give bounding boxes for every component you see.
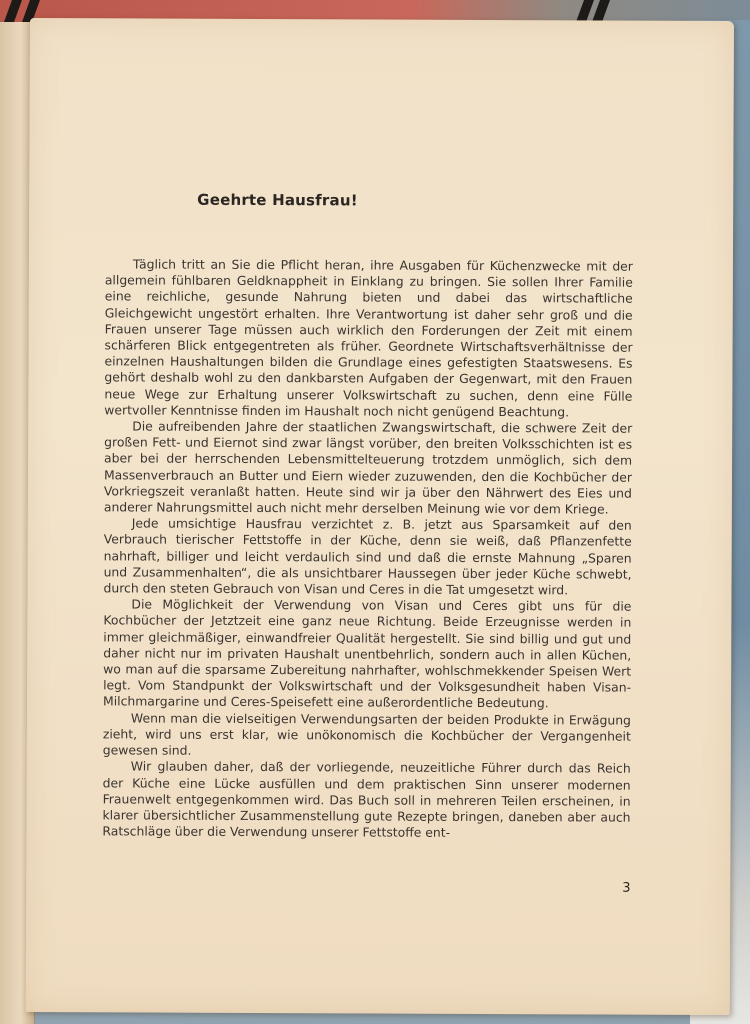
document-page bbox=[26, 18, 734, 1015]
paragraph: Jede umsichtige Hausfrau verzichtet z. B. jetzt aus Sparsamkeit auf den Verbrauch tierischer Fettstoffe in der Küche, denn sie weiß, daß Pflanzenfette nahrhaft, billiger und leicht verdaulich sind und daß die ernste Mahnung „Sparen und Zusammenhalten“, die als unsichtbarer Haussegen über jeder Küche schwebt, durch den steten Gebrauch von Visan und Ceres in die Tat umgesetzt wird. bbox=[103, 515, 632, 598]
paragraph: Die aufreibenden Jahre der staatlichen Zwangswirtschaft, die schwere Zeit der großen Fett- und Eiernot sind zwar längst vorüber, den breiten Volksschichten ist es aber bei der herrschenden Lebensmittelteuerung trotzdem unmöglich, sich dem Massenverbrauch an Butter und Eiern wieder zuzuwenden, den die Kochbücher der Vorkriegszeit veranlaßt hatten. Heute sind wir ja über den Nährwert des Eies und anderer Nahrungsmittel auch nicht mehr derselben Meinung wie vor dem Kriege. bbox=[103, 418, 633, 517]
page-title: Geehrte Hausfrau! bbox=[197, 190, 358, 210]
body-text bbox=[102, 256, 633, 842]
paragraph: Täglich tritt an Sie die Pflicht heran, ihre Ausgaben für Küchenzwecke mit der allgemein fühlbaren Geldknappheit in Einklang zu bringen. Sie sollen Ihrer Familie eine reichliche, gesunde Nahrung bieten und dabei das wirtschaftliche Gleichgewicht ungestört erhalten. Ihre Verantwortung ist daher sehr groß und die Frauen unserer Tage müssen auch wirklich den Forderungen der Zeit mit einem schärferen Blick entgegentreten als früher. Geordnete Wirtschaftsverhältnisse der einzelnen Haushaltungen bilden die Grundlage eines gefestigten Staatswesens. Es gehört deshalb wohl zu den dankbarsten Aufgaben der Gegenwart, mit den Frauen neue Wege zur Erhaltung unserer Volkswirtschaft zu suchen, denn eine Fülle wertvoller Kenntnisse finden im Haushalt noch nicht genügend Beachtung. bbox=[104, 256, 633, 420]
paragraph: Wir glauben daher, daß der vorliegende, neuzeitliche Führer durch das Reich der Küche eine Lücke ausfüllen und dem praktischen Sinn unserer modernen Frauenwelt entgegenkommen wird. Das Buch soll in mehreren Teilen erscheinen, in klarer übersichtlicher Zusammenstellung gute Rezepte bringen, daneben aber auch Ratschläge über die Verwendung unserer Fettstoffe ent- bbox=[102, 758, 631, 840]
page-number: 3 bbox=[622, 880, 631, 896]
paragraph: Die Möglichkeit der Verwendung von Visan und Ceres gibt uns für die Kochbücher der Jetztzeit eine ganz neue Richtung. Beide Erzeugnisse werden in immer gleichmäßiger, einwandfreier Qualität hergestellt. Sie sind billig und gut und daher nicht nur im privaten Haushalt unentbehrlich, sondern auch in allen Küchen, wo man auf die sparsame Zubereitung nahrhafter, wohlschmekkender Speisen Wert legt. Vom Standpunkt der Volkswirtschaft und der Volksgesundheit haben Visan-Milchmargarine und Ceres-Speisefett eine außerordentliche Bedeutung. bbox=[102, 596, 632, 711]
paragraph: Wenn man die vielseitigen Verwendungsarten der beiden Produkte in Erwägung zieht, wird uns erst klar, wie unökonomisch die Kochbücher der Vergangenheit gewesen sind. bbox=[102, 710, 631, 758]
